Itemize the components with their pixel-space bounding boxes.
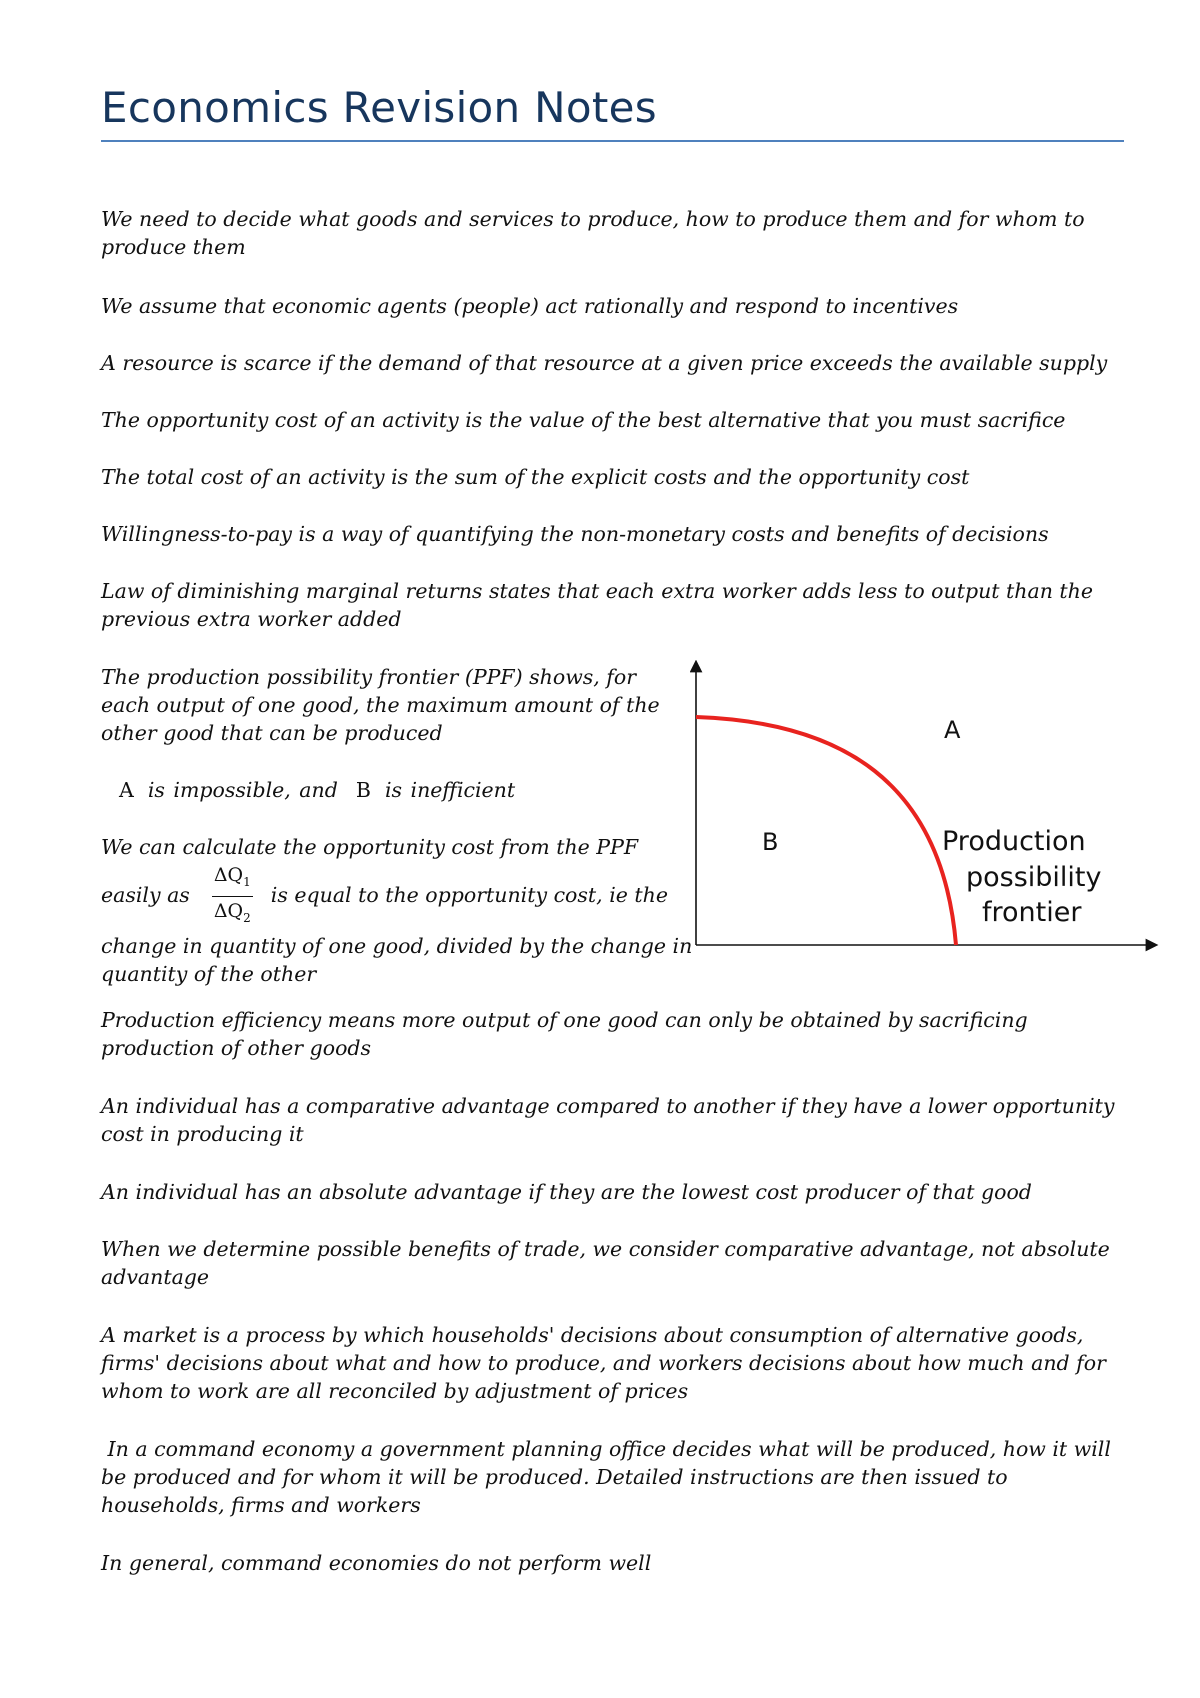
region-b-label: B — [762, 828, 779, 856]
ab-text-b: is inefficient — [384, 778, 516, 802]
note-paragraph: The total cost of an activity is the sum of the explicit costs and the opportunity cost — [101, 465, 970, 489]
note-paragraph: Willingness-to-pay is a way of quantifying the non-monetary costs and benefits of decisions — [101, 522, 1049, 546]
opp-cost-rest: change in quantity of one good, divided by the change in quantity of the other — [101, 933, 693, 986]
note-paragraph: An individual has a comparative advantage compared to another if they have a lower opportunity cost in producing it — [101, 1094, 1115, 1146]
document-title: Economics Revision Notes — [101, 83, 657, 132]
curve-label-line3: frontier — [982, 897, 1082, 928]
note-paragraph: When we determine possible benefits of trade, we consider comparative advantage, not absolute advantage — [101, 1237, 1110, 1289]
curve-label-line2: possibility — [966, 862, 1102, 893]
ab-text-a: is impossible, and — [147, 778, 338, 802]
note-paragraph: An individual has an absolute advantage if they are the lowest cost producer of that good — [101, 1180, 1032, 1204]
numerator-symbol: ΔQ — [213, 864, 244, 886]
fraction-denominator — [212, 897, 253, 930]
opp-cost-suffix: is equal to the opportunity cost, ie the — [270, 882, 668, 907]
fraction-numerator — [212, 863, 253, 897]
denominator-symbol: ΔQ — [213, 899, 244, 922]
note-paragraph: We assume that economic agents (people) act rationally and respond to incentives — [101, 294, 959, 318]
region-a-label: A — [944, 716, 961, 744]
note-paragraph: In a command economy a government planning office decides what will be produced, how it will be produced and for whom it will be produced. Detailed instructions are then issued to households, firms and workers — [101, 1437, 1118, 1517]
note-paragraph: We need to decide what goods and services to produce, how to produce them and for whom to produce them — [101, 207, 1085, 259]
opp-cost-line1: We can calculate the opportunity cost from the PPF — [101, 835, 639, 859]
ppf-diagram — [690, 660, 1160, 960]
note-paragraph: Production efficiency means more output of one good can only be obtained by sacrificing production of other goods — [101, 1008, 1028, 1060]
note-paragraph: The opportunity cost of an activity is the value of the best alternative that you must sacrifice — [101, 408, 1066, 432]
title-underline — [101, 140, 1124, 142]
note-paragraph: In general, command economies do not perform well — [101, 1551, 652, 1575]
delta-q-fraction — [212, 863, 253, 930]
ppf-definition-paragraph: The production possibility frontier (PPF) shows, for each output of one good, the maximum amount of the other good that can be produced — [101, 665, 660, 745]
curve-label-line1: Production — [942, 826, 1086, 857]
note-paragraph: A resource is scarce if the demand of that resource at a given price exceeds the available supply — [101, 351, 1108, 375]
note-paragraph: Law of diminishing marginal returns states that each extra worker adds less to output than the previous extra worker added — [101, 579, 1093, 631]
ppf-curve — [696, 717, 956, 945]
label-b-inline: B — [355, 778, 371, 802]
ab-explanation — [101, 776, 671, 804]
opp-cost-formula-line — [101, 863, 701, 930]
opportunity-cost-paragraph — [101, 833, 701, 988]
denominator-subscript: 2 — [243, 910, 251, 925]
opp-cost-prefix: easily as — [101, 882, 190, 907]
numerator-subscript: 1 — [243, 874, 251, 889]
note-paragraph: A market is a process by which households' decisions about consumption of alternative goods, firms' decisions about what and how to produce, and workers decisions about how much and for whom to work are all reconciled by adjustment of prices — [101, 1323, 1106, 1403]
label-a-inline: A — [119, 778, 134, 802]
